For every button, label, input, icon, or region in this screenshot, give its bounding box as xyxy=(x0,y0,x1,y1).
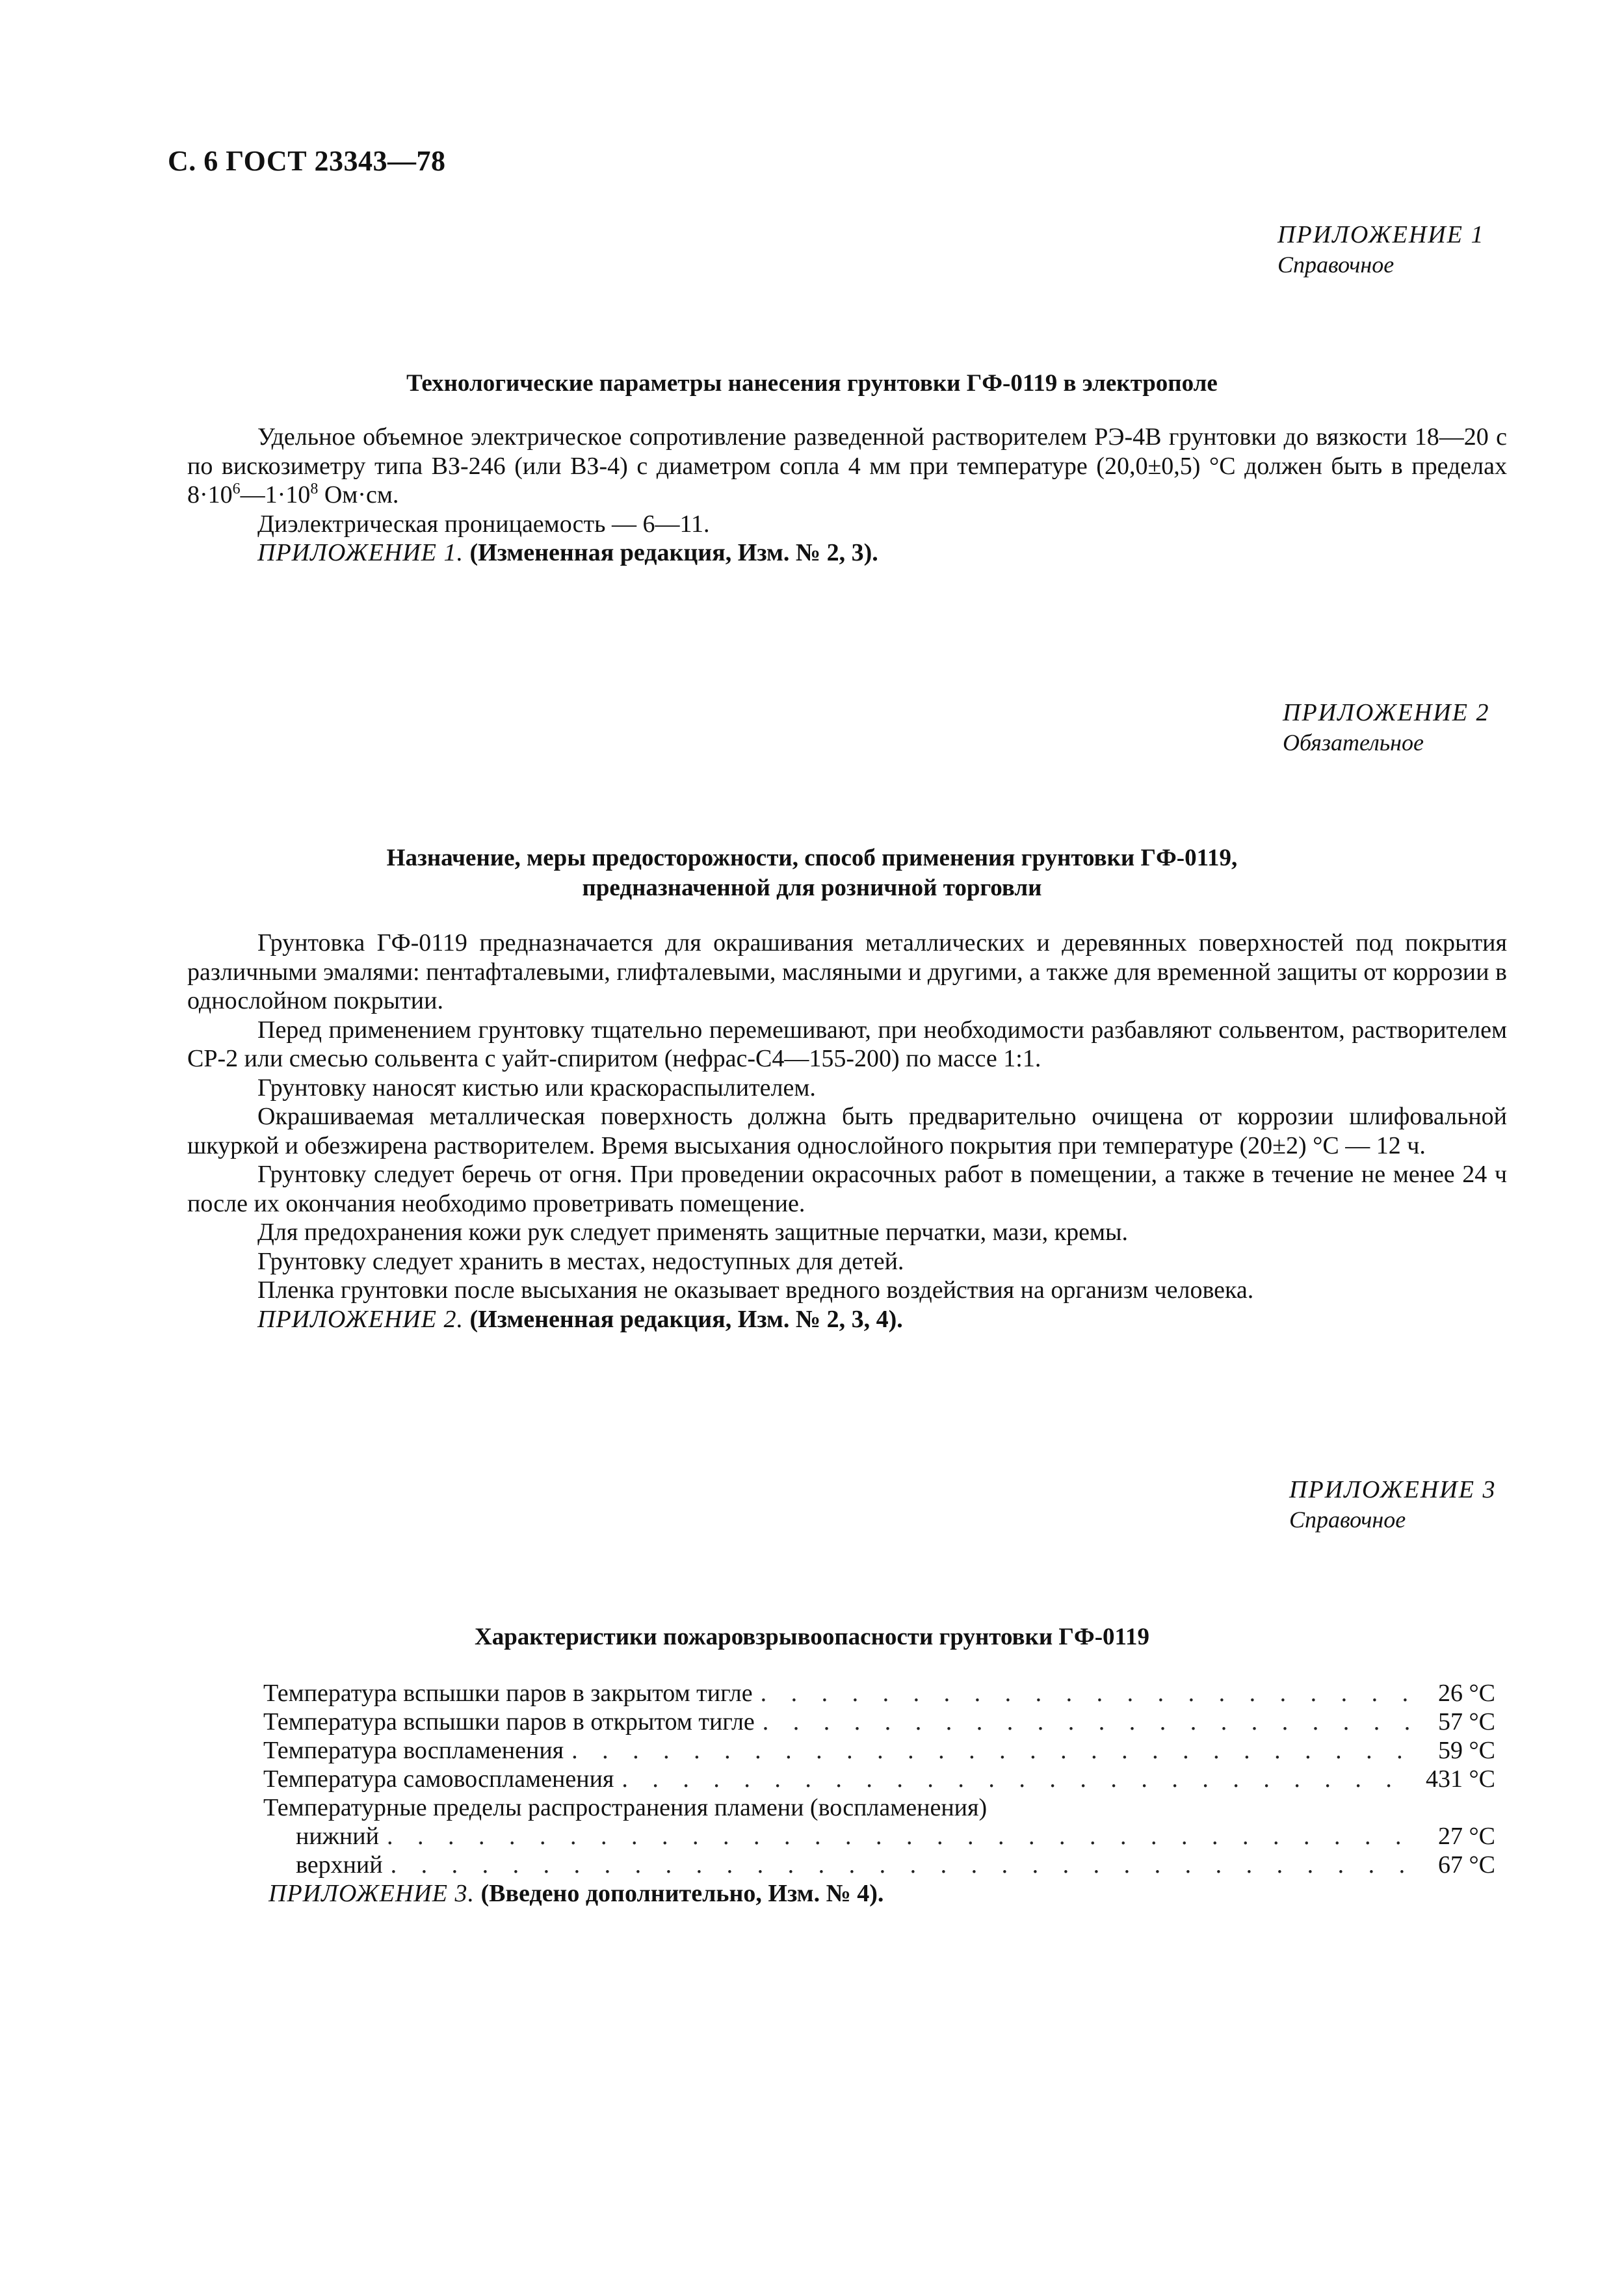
property-row xyxy=(263,1736,1495,1765)
appendix-1-paragraph-1 xyxy=(187,423,1507,510)
property-label: Температура вспышки паров в открытом тигле xyxy=(263,1708,755,1735)
exponent-8: 8 xyxy=(310,481,319,497)
appendix-2-note-text: (Измененная редакция, Изм. № 2, 3, 4). xyxy=(463,1305,903,1333)
property-row xyxy=(263,1708,1495,1736)
appendix-1-note-ref: ПРИЛОЖЕНИЕ 1. xyxy=(257,539,464,566)
leader-dots xyxy=(387,1822,1416,1851)
property-value: 59 °С xyxy=(1437,1737,1495,1764)
appendix-3-title: ПРИЛОЖЕНИЕ 3 xyxy=(1289,1476,1497,1503)
upper-limit-label: верхний xyxy=(296,1851,383,1879)
appendix-2-paragraph: Грунтовку следует беречь от огня. При проведении окрасочных работ в помещении, а также в течение не менее 24 ч после их окончания необходимо проветривать помещение. xyxy=(187,1161,1507,1217)
page-header: С. 6 ГОСТ 23343—78 xyxy=(168,145,446,177)
property-label: Температура воспламенения xyxy=(263,1737,564,1764)
appendix-2-paragraph: Пленка грунтовки после высыхания не оказывает вредного воздействия на организм человека. xyxy=(257,1276,1254,1304)
appendix-2-paragraph: Грунтовку наносят кистью или краскораспылителем. xyxy=(257,1074,816,1102)
appendix-1-type: Справочное xyxy=(1277,252,1395,278)
resistivity-unit: Ом·см. xyxy=(318,481,399,508)
appendix-1-label xyxy=(1277,220,1484,280)
appendix-3-heading: Характеристики пожаровзрывоопасности грунтовки ГФ-0119 xyxy=(474,1624,1149,1650)
flame-limits-label: Температурные пределы распространения пламени (воспламенения) xyxy=(263,1794,988,1821)
fire-hazard-table xyxy=(263,1679,1495,1908)
appendix-2-type: Обязательное xyxy=(1283,730,1424,756)
property-row xyxy=(263,1679,1495,1708)
appendix-2-paragraph: Грунтовка ГФ-0119 предназначается для окрашивания металлических и деревянных поверхностей под покрытия различными эмалями: пентафталевыми, глифталевыми, масляными и другими, а также для временной защиты от коррозии в однослойном покрытии. xyxy=(187,929,1507,1014)
resistivity-text: Удельное объемное электрическое сопротивление разведенной растворителем РЭ-4В грунтовки до вязкости 18—20 с по вискозиметру типа ВЗ-246 (или ВЗ-4) с диаметром сопла 4 мм при температуре (20,0±0,5) °С должен быть в пределах 8·10 xyxy=(187,423,1507,508)
appendix-3-note-ref: ПРИЛОЖЕНИЕ 3. xyxy=(268,1880,475,1907)
leader-dots xyxy=(761,1679,1416,1708)
appendix-2-heading-line-1: Назначение, меры предосторожности, способ применения грунтовки ГФ-0119, xyxy=(386,845,1238,871)
property-label: Температура вспышки паров в закрытом тигле xyxy=(263,1680,753,1707)
upper-limit-value: 67 °С xyxy=(1437,1851,1495,1879)
appendix-2-body xyxy=(187,929,1507,1334)
leader-dots xyxy=(571,1736,1416,1765)
exponent-6: 6 xyxy=(232,481,241,497)
appendix-3-note-text: (Введено дополнительно, Изм. № 4). xyxy=(474,1880,884,1907)
appendix-2-paragraph: Грунтовку следует хранить в местах, недоступных для детей. xyxy=(257,1247,904,1275)
appendix-1-body xyxy=(187,423,1507,568)
property-value: 431 °С xyxy=(1425,1765,1495,1793)
appendix-2-note-ref: ПРИЛОЖЕНИЕ 2. xyxy=(257,1305,464,1333)
property-value: 57 °С xyxy=(1437,1708,1495,1735)
resistivity-range: —1·10 xyxy=(240,481,311,508)
leader-dots xyxy=(391,1851,1416,1879)
appendix-1-title: ПРИЛОЖЕНИЕ 1 xyxy=(1277,221,1485,248)
appendix-1-paragraph-2: Диэлектрическая проницаемость — 6—11. xyxy=(257,510,710,538)
appendix-2-note xyxy=(187,1305,1507,1334)
appendix-1-heading: Технологические параметры нанесения грунтовки ГФ-0119 в электрополе xyxy=(406,370,1218,397)
appendix-3-type: Справочное xyxy=(1289,1507,1406,1533)
lower-limit-value: 27 °С xyxy=(1437,1823,1495,1850)
appendix-2-title: ПРИЛОЖЕНИЕ 2 xyxy=(1283,699,1490,726)
lower-limit-label: нижний xyxy=(296,1823,379,1850)
appendix-2-paragraph: Перед применением грунтовку тщательно перемешивают, при необходимости разбавляют сольвентом, растворителем СР-2 или смесью сольвента с уайт-спиритом (нефрас-С4—155-200) по массе 1:1. xyxy=(187,1016,1507,1072)
appendix-3-label xyxy=(1289,1475,1496,1535)
appendix-3-note xyxy=(263,1879,1495,1908)
property-row-upper xyxy=(263,1851,1495,1879)
property-label: Температура самовоспламенения xyxy=(263,1765,614,1793)
appendix-2-heading-line-2: предназначенной для розничной торговли xyxy=(582,875,1042,901)
appendix-2-label xyxy=(1283,698,1489,758)
appendix-2-paragraph: Окрашиваемая металлическая поверхность должна быть предварительно очищена от коррозии шлифовальной шкуркой и обезжирена растворителем. Время высыхания однослойного покрытия при температуре (20±2) °С — 12 ч. xyxy=(187,1103,1507,1159)
appendix-1-note-text: (Измененная редакция, Изм. № 2, 3). xyxy=(463,539,878,566)
property-row xyxy=(263,1765,1495,1793)
leader-dots xyxy=(763,1708,1416,1736)
property-row-lower xyxy=(263,1822,1495,1851)
leader-dots xyxy=(622,1765,1416,1793)
appendix-2-heading xyxy=(0,843,1624,903)
property-value: 26 °С xyxy=(1437,1680,1495,1707)
appendix-1-note xyxy=(187,538,1507,568)
appendix-2-paragraph: Для предохранения кожи рук следует применять защитные перчатки, мази, кремы. xyxy=(257,1219,1129,1246)
